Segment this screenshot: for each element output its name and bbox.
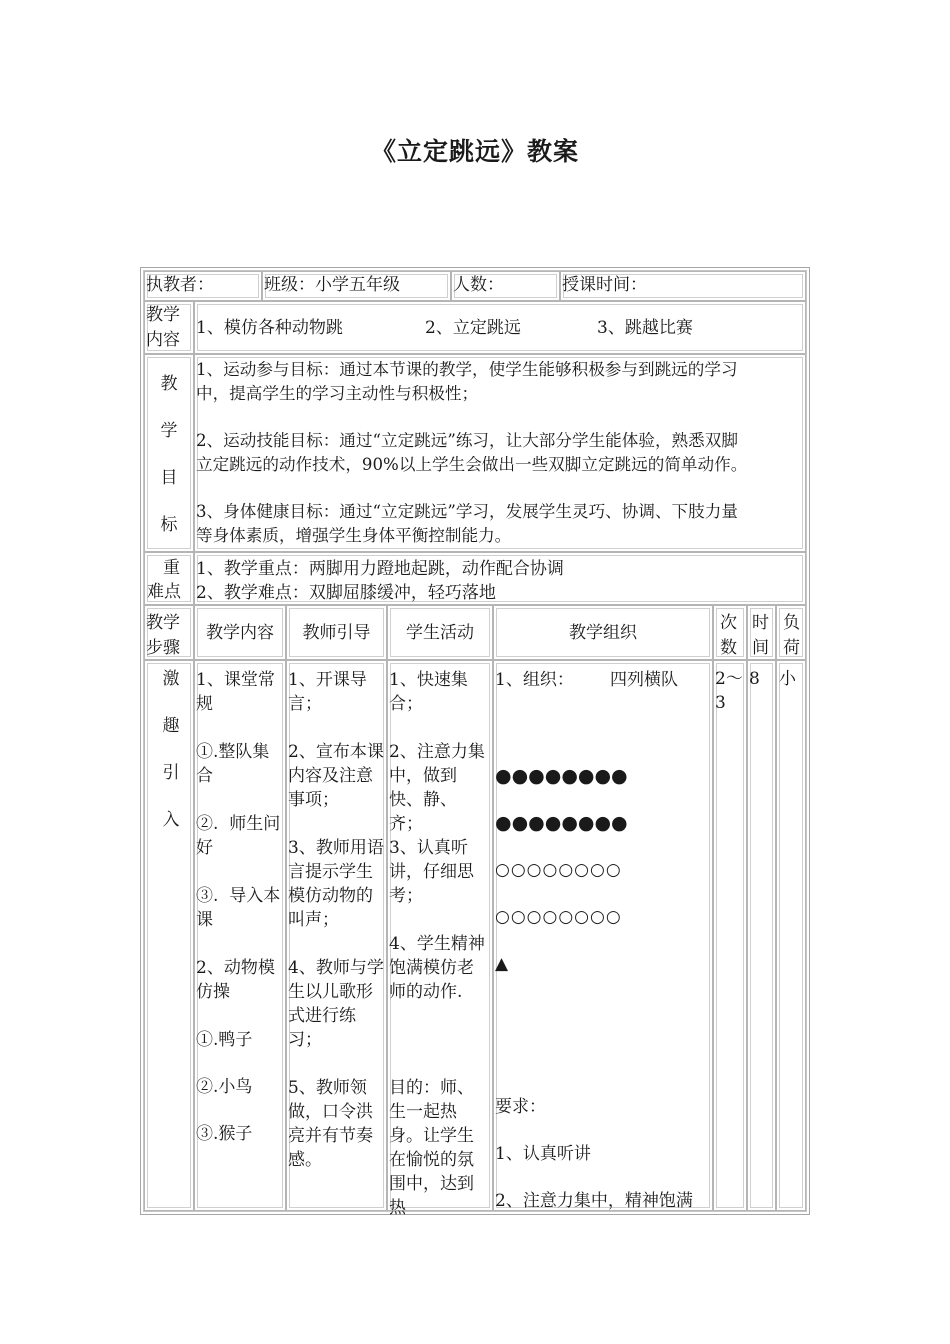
key-point-1: 1、教学重点：两脚用力蹬地起跳，动作配合协调 (196, 559, 564, 579)
keypoints-label-2: 难点 (147, 582, 181, 602)
teacher-label: 执教者： (146, 275, 214, 295)
formation-row-open: ○○○○○○○○ (495, 907, 622, 927)
count-cell (451, 271, 560, 301)
goals-text-cell (194, 354, 806, 552)
goals-label-char: 教 (160, 374, 178, 394)
formation-row-open: ○○○○○○○○ (495, 860, 622, 880)
goal-line: 中，提高学生的学习主动性与积极性； (196, 384, 479, 403)
intro-step-char: 激 (162, 669, 180, 689)
intro-content-item: 2、动物模仿操 (196, 958, 275, 1002)
goal-line: 立定跳远的动作技术，90%以上学生会做出一些双脚立定跳远的简单动作。 (196, 455, 748, 474)
intro-student-item: 目的：师、生一起热身。让学生在愉悦的氛围中，达到热 (389, 1078, 474, 1218)
intro-content-item: ①.鸭子 (196, 1030, 253, 1050)
intro-load-cell (776, 660, 806, 1211)
keypoints-label-cell (144, 552, 194, 605)
content-item-1: 1、模仿各种动物跳 (196, 318, 343, 338)
formation-row-filled: ●●●●●●●● (495, 765, 628, 787)
intro-duration-cell (747, 660, 776, 1211)
goal-line: 2、运动技能目标：通过“立定跳远”练习，让大部分学生能体验，熟悉双脚 (196, 431, 738, 450)
organization-formation: 四列横队 (610, 670, 678, 690)
intro-duration: 8 (749, 669, 760, 689)
times-header-cell (713, 605, 747, 660)
goals-label-char: 学 (160, 421, 178, 441)
times-header: 次数 (720, 613, 737, 658)
intro-step-char: 趣 (162, 716, 180, 736)
student-activity-header: 学生活动 (406, 622, 474, 643)
organization-line (495, 668, 711, 692)
goal-line: 1、运动参与目标：通过本节课的教学，使学生能够积极参与到跳远的学习 (196, 360, 738, 379)
class-cell (262, 271, 451, 301)
intro-teacher-cell (286, 660, 387, 1211)
keypoints-text-cell (194, 552, 806, 605)
duration-header: 时间 (752, 613, 769, 658)
student-activity-header-cell (387, 605, 493, 660)
intro-teacher-item: 4、教师与学生以儿歌形式进行练习； (288, 958, 384, 1050)
goal-line: 3、身体健康目标：通过“立定跳远”学习，发展学生灵巧、协调、下肢力量 (196, 502, 738, 521)
goals-label-cell (144, 354, 194, 552)
requirements-label: 要求： (495, 1097, 546, 1117)
steps-header: 教学步骤 (146, 613, 180, 658)
intro-content-item: ②. 师生问好 (196, 814, 281, 858)
intro-student-item: 4、学生精神饱满模仿老师的动作. (389, 934, 485, 1002)
intro-step-char: 入 (162, 810, 180, 830)
intro-content-item: 1、课堂常规 (196, 670, 275, 714)
intro-content-item: ②.小鸟 (196, 1077, 253, 1097)
intro-step-char: 引 (162, 763, 180, 783)
intro-teacher-item: 5、教师领做，口令洪亮并有节奏感。 (288, 1078, 373, 1170)
goals-label-char: 目 (160, 468, 178, 488)
organization-label: 1、组织： (495, 670, 574, 690)
class-label: 班级：小学五年级 (264, 275, 400, 295)
intro-content-item: ①.整队集合 (196, 742, 270, 786)
intro-step-cell (144, 660, 194, 1211)
intro-student-item: 2、注意力集中，做到快、静、齐； (389, 742, 485, 834)
class-time-label: 授课时间： (562, 275, 647, 295)
intro-load: 小 (779, 669, 796, 689)
intro-student-item: 3、认真听讲，仔细思考； (389, 838, 474, 906)
count-label: 人数： (453, 275, 504, 295)
teacher-guide-header: 教师引导 (302, 622, 371, 643)
key-point-2: 2、教学难点：双脚屈膝缓冲，轻巧落地 (196, 583, 496, 603)
requirement-item: 1、认真听讲 (495, 1144, 591, 1164)
requirement-item: 2、注意力集中，精神饱满 (495, 1191, 693, 1211)
goal-line: 等身体素质，增强学生身体平衡控制能力。 (196, 526, 512, 545)
load-header: 负荷 (783, 613, 800, 658)
formation-row-filled: ●●●●●●●● (495, 812, 628, 834)
intro-times: 2～3 (715, 669, 743, 713)
intro-content-item: ③.猴子 (196, 1124, 253, 1144)
time-cell (560, 271, 806, 301)
content-items-cell (194, 301, 806, 354)
lesson-plan-table (140, 267, 810, 1218)
content-label-cell (144, 301, 194, 354)
document-title: 《立定跳远》教案 (370, 137, 579, 166)
intro-organization-cell (493, 660, 713, 1211)
goals-label-char: 标 (160, 515, 178, 535)
content-item-3: 3、跳越比赛 (597, 318, 693, 338)
content-header-cell (194, 605, 286, 660)
teacher-guide-header-cell (286, 605, 387, 660)
load-header-cell (776, 605, 806, 660)
teacher-position-icon: ▲ (495, 954, 509, 974)
intro-student-cell (387, 660, 493, 1218)
intro-teacher-item: 3、教师用语言提示学生模仿动物的叫声； (288, 838, 384, 930)
steps-header-cell (144, 605, 194, 660)
intro-teacher-item: 1、开课导言； (288, 670, 367, 714)
organization-header: 教学组织 (569, 622, 637, 643)
intro-content-cell (194, 660, 286, 1211)
intro-student-item: 1、快速集合； (389, 670, 468, 714)
duration-header-cell (747, 605, 776, 660)
intro-teacher-item: 2、宣布本课内容及注意事项； (288, 742, 384, 810)
organization-header-cell (493, 605, 713, 660)
content-label: 教学内容 (146, 305, 180, 350)
content-item-2: 2、立定跳远 (425, 318, 521, 338)
intro-content-item: ③. 导入本课 (196, 886, 281, 930)
keypoints-label-1: 重 (163, 558, 180, 578)
teacher-cell (144, 271, 262, 301)
intro-times-cell (713, 660, 747, 1211)
content-header: 教学内容 (206, 622, 274, 643)
